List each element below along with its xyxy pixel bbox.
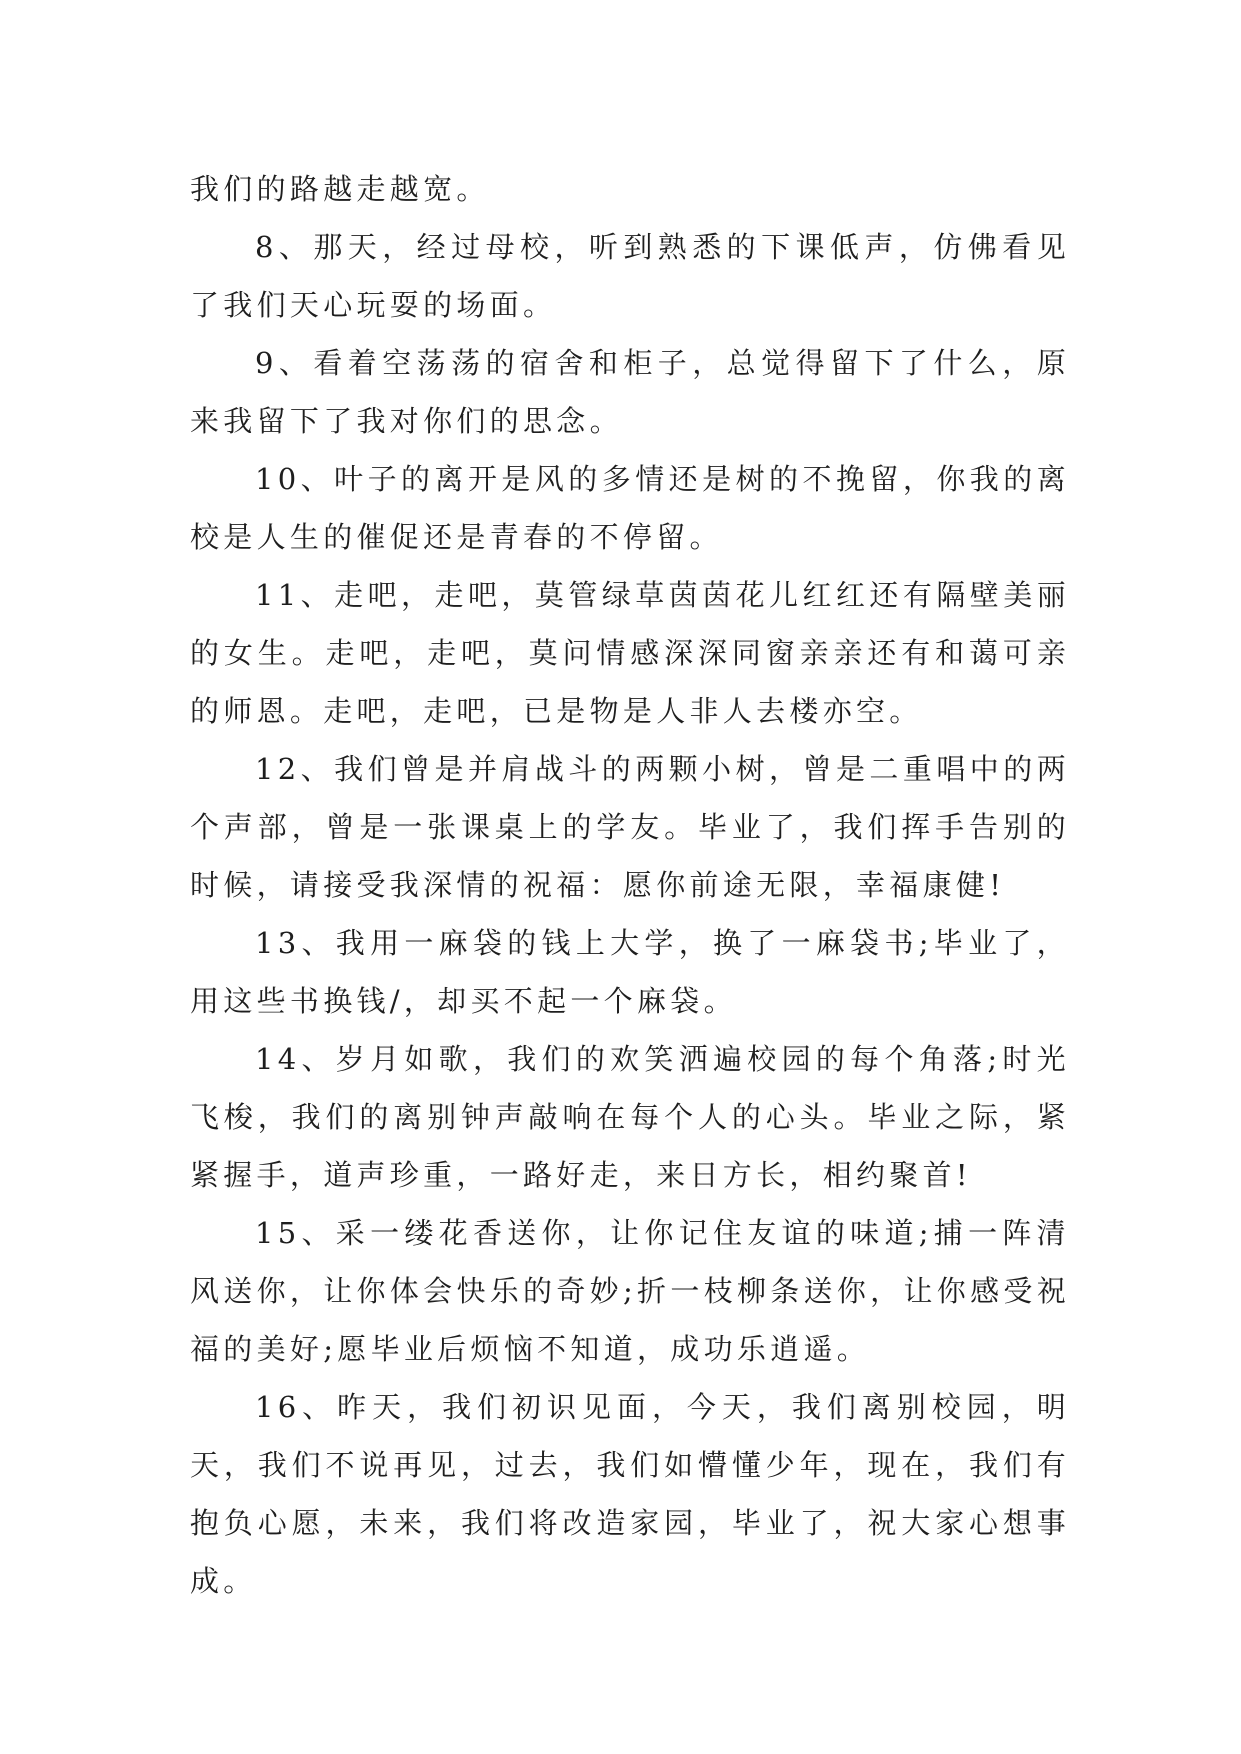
paragraph-item-14: 14、岁月如歌，我们的欢笑洒遍校园的每个角落;时光飞梭，我们的离别钟声敲响在每个人的心头。毕业之际，紧紧握手，道声珍重，一路好走，来日方长，相约聚首! [190, 1042, 1070, 1192]
paragraph-item-8: 8、那天，经过母校，听到熟悉的下课低声，仿佛看见了我们天心玩耍的场面。 [190, 230, 1070, 322]
paragraph-item-13: 13、我用一麻袋的钱上大学，换了一麻袋书;毕业了，用这些书换钱/，却买不起一个麻袋。 [190, 926, 1070, 1018]
paragraph-item-12: 12、我们曾是并肩战斗的两颗小树，曾是二重唱中的两个声部，曾是一张课桌上的学友。毕业了，我们挥手告别的时候，请接受我深情的祝福：愿你前途无限，幸福康健! [190, 752, 1070, 902]
paragraph-item-10: 10、叶子的离开是风的多情还是树的不挽留，你我的离校是人生的催促还是青春的不停留。 [190, 462, 1070, 554]
paragraph-item-16: 16、昨天，我们初识见面，今天，我们离别校园，明天，我们不说再见，过去，我们如懵懂少年，现在，我们有抱负心愿，未来，我们将改造家园，毕业了，祝大家心想事成。 [190, 1390, 1070, 1598]
paragraph-continued: 我们的路越走越宽。 [190, 172, 490, 206]
paragraph-item-11: 11、走吧，走吧，莫管绿草茵茵花儿红红还有隔壁美丽的女生。走吧，走吧，莫问情感深深同窗亲亲还有和蔼可亲的师恩。走吧，走吧，已是物是人非人去楼亦空。 [190, 578, 1070, 728]
paragraph-item-15: 15、采一缕花香送你，让你记住友谊的味道;捕一阵清风送你，让你体会快乐的奇妙;折一枝柳条送你，让你感受祝福的美好;愿毕业后烦恼不知道，成功乐逍遥。 [190, 1216, 1070, 1366]
paragraph-item-9: 9、看着空荡荡的宿舍和柜子，总觉得留下了什么，原来我留下了我对你们的思念。 [190, 346, 1070, 438]
document-page [190, 160, 1070, 1610]
